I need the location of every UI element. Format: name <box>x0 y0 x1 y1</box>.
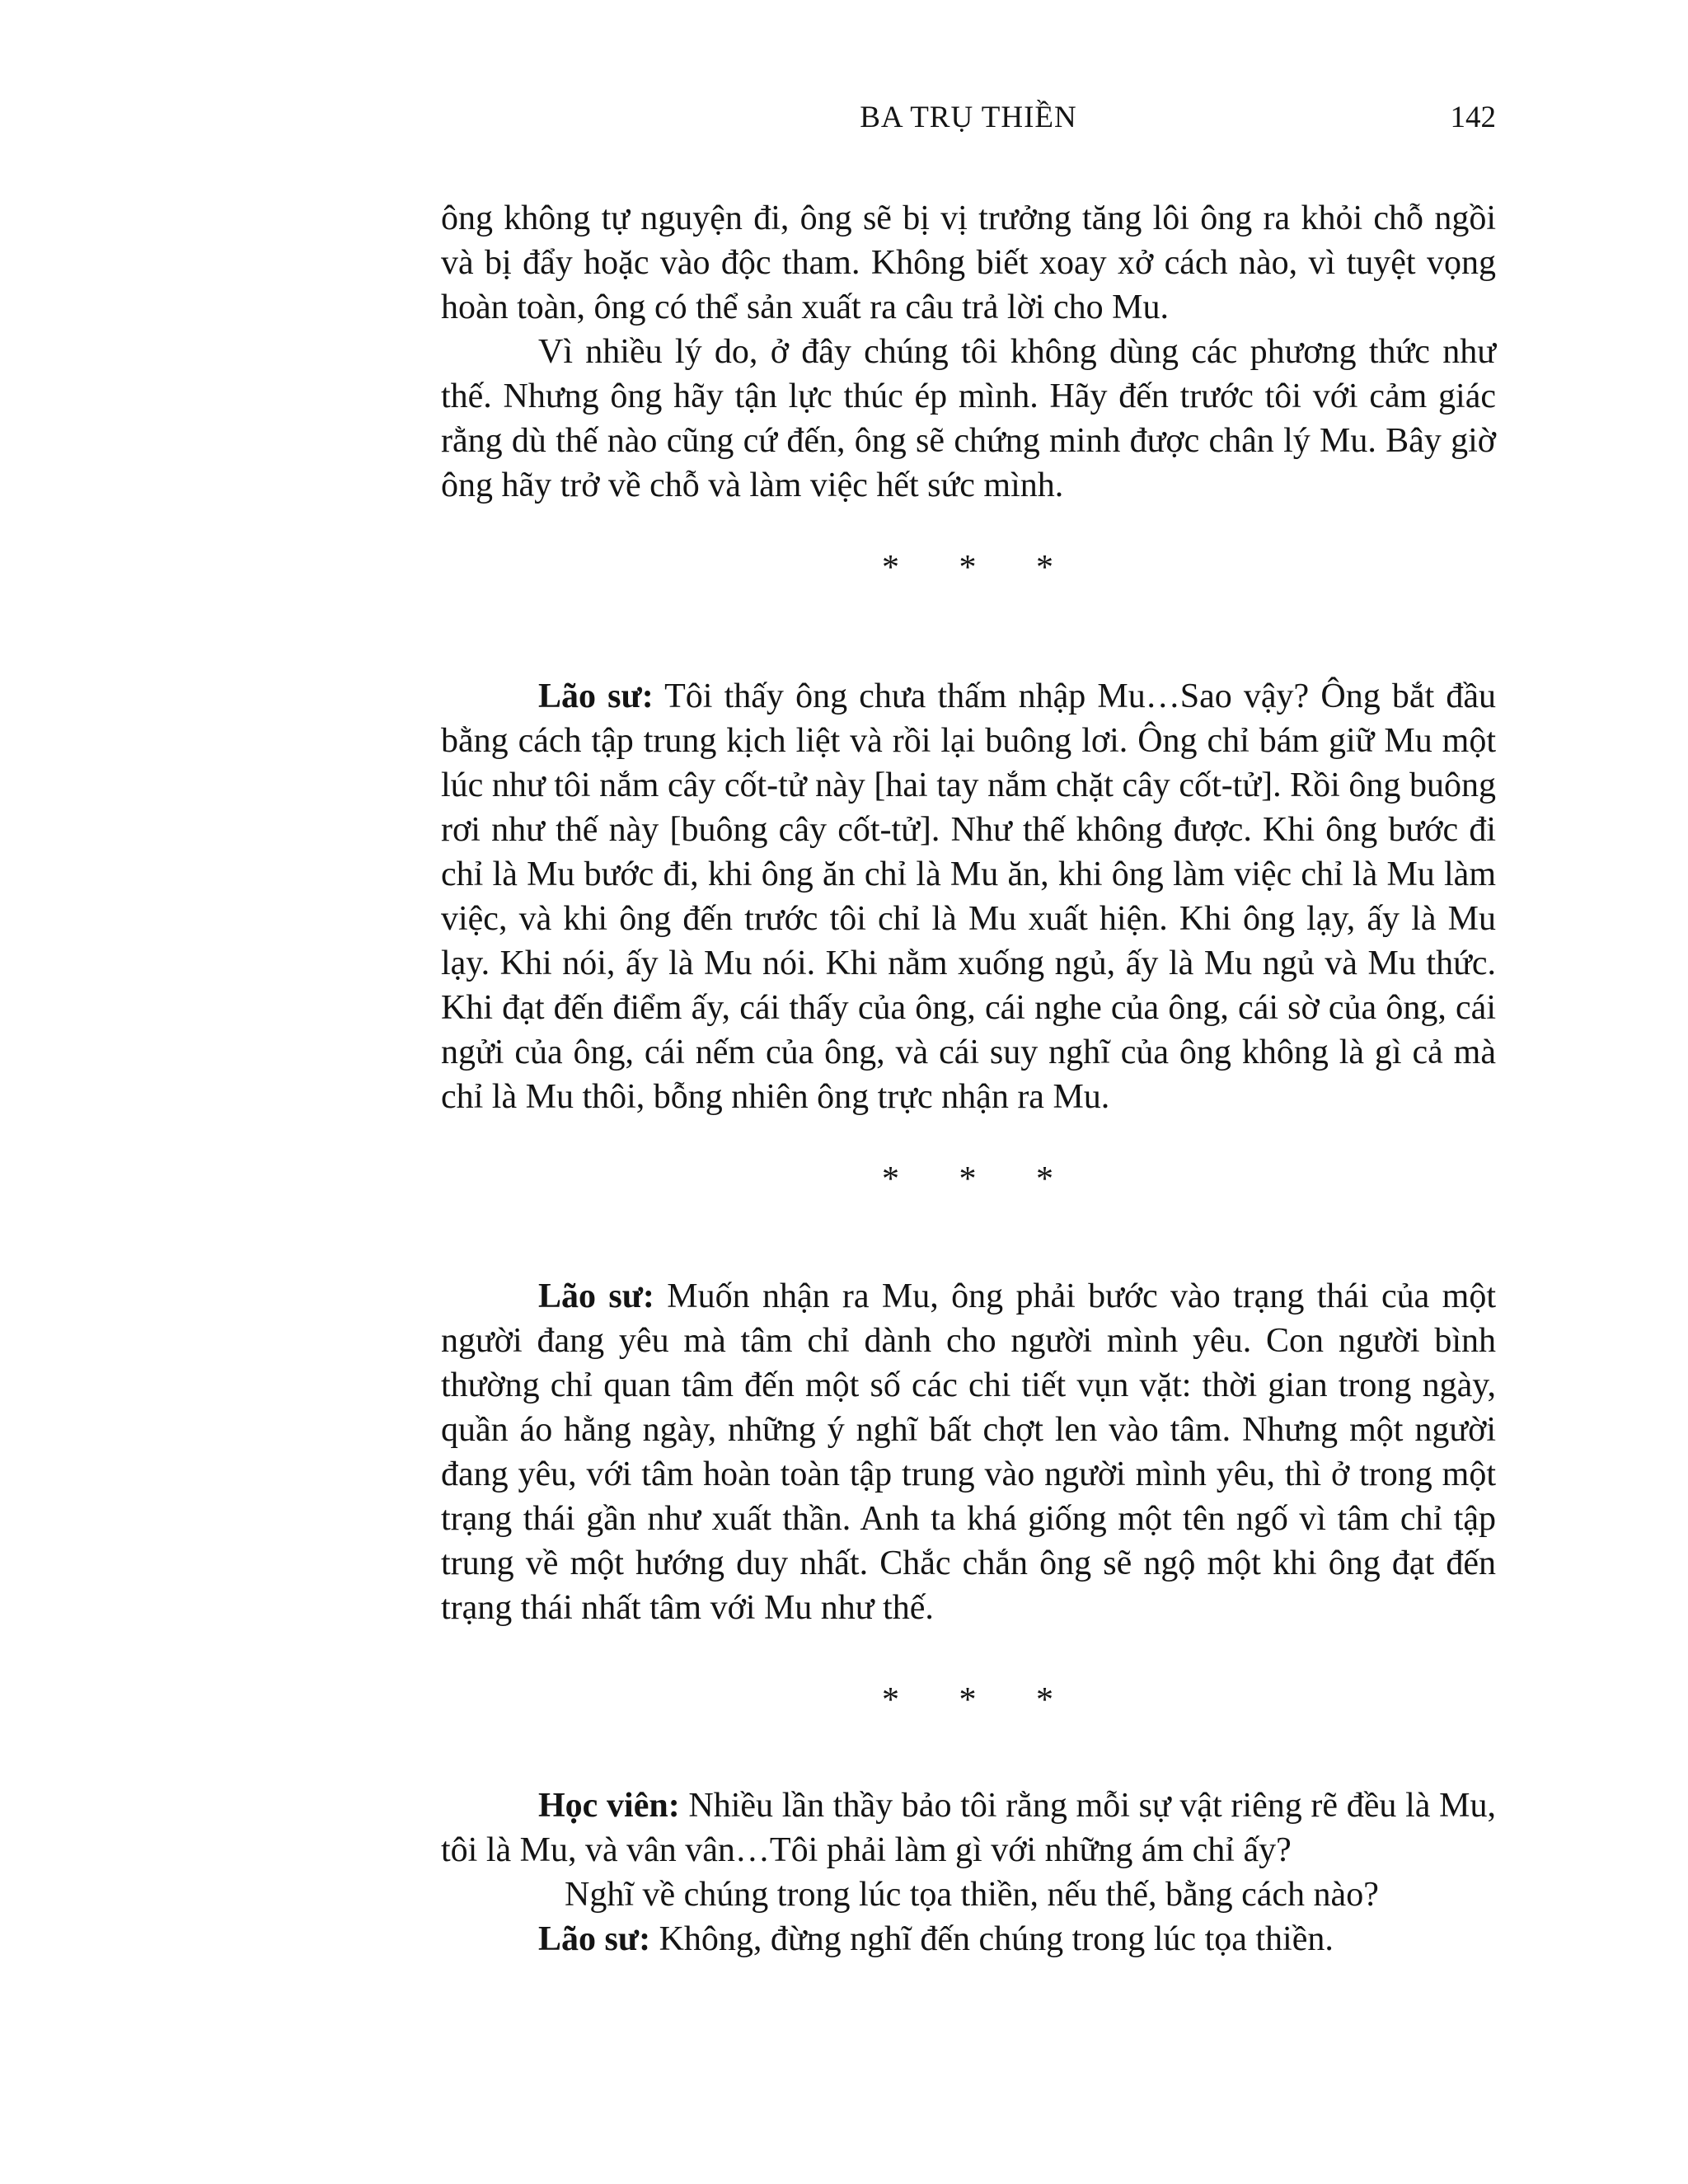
dialogue-paragraph <box>441 1783 1496 1872</box>
dialogue-paragraph <box>441 1274 1496 1630</box>
speaker-label: Lão sư: <box>538 1920 651 1958</box>
speaker-label: Lão sư: <box>538 677 654 715</box>
dialogue-text: Không, đừng nghĩ đến chúng trong lúc tọa thiền. <box>650 1920 1334 1958</box>
dialogue-text: Muốn nhận ra Mu, ông phải bước vào trạng thái của một người đang yêu mà tâm chỉ dành cho người mình yêu. Con người bình thường chỉ quan tâm đến một số các chi tiết vụn vặt: thời gian trong ngày, quần áo hằng ngày, những ý nghĩ bất chợt len vào tâm. Nhưng một người đang yêu, với tâm hoàn toàn tập trung vào người mình yêu, thì ở trong một trạng thái gần như xuất thần. Anh ta khá giống một tên ngố vì tâm chỉ tập trung về một hướng duy nhất. Chắc chắn ông sẽ ngộ một khi ông đạt đến trạng thái nhất tâm với Mu như thế. <box>441 1277 1496 1627</box>
paragraph: Vì nhiều lý do, ở đây chúng tôi không dùng các phương thức như thế. Nhưng ông hãy tận lực thúc ép mình. Hãy đến trước tôi với cảm giác rằng dù thế nào cũng cứ đến, ông sẽ chứng minh được chân lý Mu. Bây giờ ông hãy trở về chỗ và làm việc hết sức mình. <box>441 333 1496 504</box>
section-separator: * * * <box>882 1160 1055 1198</box>
speaker-label: Học viên: <box>538 1787 680 1825</box>
section-separator: * * * <box>882 1681 1055 1719</box>
dialogue-paragraph <box>441 674 1496 1119</box>
dialogue-continuation: Nghĩ về chúng trong lúc tọa thiền, nếu thế, bằng cách nào? <box>565 1876 1379 1914</box>
dialogue-text: Tôi thấy ông chưa thấm nhập Mu…Sao vậy? Ông bắt đầu bằng cách tập trung kịch liệt và rồi lại buông lơi. Ông chỉ bám giữ Mu một lúc như tôi nắm cây cốt-tử này [hai tay nắm chặt cây cốt-tử]. Rồi ông buông rơi như thế này [buông cây cốt-tử]. Như thế không được. Khi ông bước đi chỉ là Mu bước đi, khi ông ăn chỉ là Mu ăn, khi ông làm việc chỉ là Mu làm việc, và khi ông đến trước tôi chỉ là Mu xuất hiện. Khi ông lạy, ấy là Mu lạy. Khi nói, ấy là Mu nói. Khi nằm xuống ngủ, ấy là Mu ngủ và Mu thức. Khi đạt đến điểm ấy, cái thấy của ông, cái nghe của ông, cái sờ của ông, cái ngửi của ông, cái nếm của ông, và cái suy nghĩ của ông không là gì cả mà chỉ là Mu thôi, bỗng nhiên ông trực nhận ra Mu. <box>441 677 1496 1116</box>
page-number: 142 <box>1450 101 1496 134</box>
text-column <box>441 196 1496 1961</box>
speaker-label: Lão sư: <box>538 1277 654 1315</box>
dialogue-text: Nhiều lần thầy bảo tôi rằng mỗi sự vật riêng rẽ đều là Mu, tôi là Mu, và vân vân…Tôi phải làm gì với những ám chỉ ấy? <box>441 1787 1496 1869</box>
running-title: BA TRỤ THIỀN <box>860 101 1077 134</box>
page-header <box>441 95 1496 144</box>
section-separator: * * * <box>882 549 1055 587</box>
paragraph-continuation: ông không tự nguyện đi, ông sẽ bị vị trưởng tăng lôi ông ra khỏi chỗ ngồi và bị đẩy hoặc vào độc tham. Không biết xoay xở cách nào, vì tuyệt vọng hoàn toàn, ông có thể sản xuất ra câu trả lời cho Mu. <box>441 199 1496 326</box>
dialogue-paragraph <box>441 1917 1496 1961</box>
